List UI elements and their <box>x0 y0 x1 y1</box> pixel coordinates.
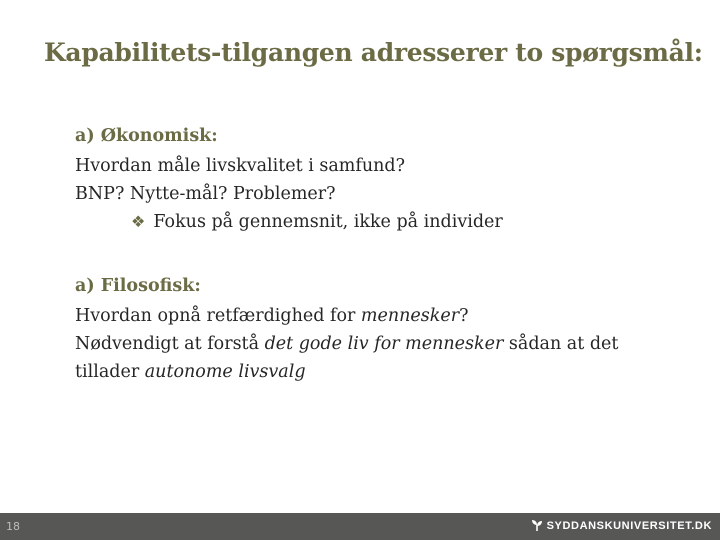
section-heading-philosophical: a) Filosofisk: <box>75 276 201 296</box>
economic-bullet <box>75 208 675 236</box>
slide-content <box>75 118 675 386</box>
slide-title: Kapabilitets-tilgangen adresserer to spørgsmål: <box>44 38 703 67</box>
university-logo <box>531 519 712 532</box>
philosophical-line-1-emphasis: mennesker <box>360 306 460 326</box>
economic-bullet-text: Fokus på gennemsnit, ikke på individer <box>153 212 503 232</box>
philosophical-line-2-middle: sådan at det tillader <box>75 334 619 382</box>
philosophical-line-2-text: Nødvendigt at forstå <box>75 334 265 354</box>
sdu-logo-icon <box>531 519 543 532</box>
diamond-bullet-icon: ❖ <box>131 212 146 231</box>
philosophical-line-1 <box>75 302 675 330</box>
philosophical-line-2-emphasis-2: autonome livsvalg <box>144 362 306 382</box>
philosophical-line-2 <box>75 330 655 386</box>
section-heading-economic: a) Økonomisk: <box>75 126 218 146</box>
philosophical-line-2-emphasis: det gode liv for mennesker <box>264 334 504 354</box>
page-number: 18 <box>6 520 20 533</box>
philosophical-line-1-text: Hvordan opnå retfærdighed for <box>75 306 361 326</box>
philosophical-line-1-end: ? <box>459 306 469 326</box>
footer-bar <box>0 513 720 540</box>
economic-line-1: Hvordan måle livskvalitet i samfund? <box>75 156 405 176</box>
logo-text: SYDDANSKUNIVERSITET.DK <box>546 519 712 532</box>
economic-line-2: BNP? Nytte-mål? Problemer? <box>75 184 336 204</box>
